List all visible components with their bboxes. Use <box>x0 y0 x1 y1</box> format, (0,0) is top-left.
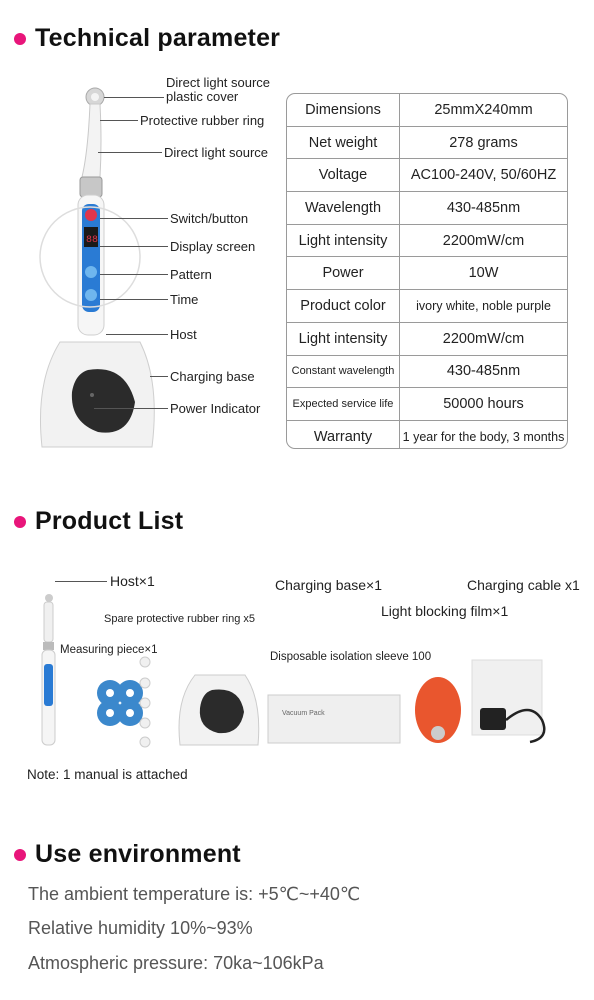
label-charging-cable: Charging cable x1 <box>467 577 580 593</box>
time-button-icon <box>85 289 97 301</box>
leader-line <box>55 581 107 582</box>
section-title: Technical parameter <box>35 24 281 52</box>
table-row <box>287 421 567 449</box>
param-key: Warranty <box>287 421 400 449</box>
label-sleeve-pack: Vacuum Pack <box>282 710 325 717</box>
callout-display: Display screen <box>170 239 256 254</box>
param-value: AC100-240V, 50/60HZ <box>410 167 557 184</box>
param-value: 430-485nm <box>446 363 521 380</box>
param-key: Power <box>287 257 400 289</box>
rubber-ring-icon <box>140 657 150 747</box>
param-key: Constant wavelength <box>287 356 400 388</box>
param-value: 2200mW/cm <box>442 330 525 347</box>
mode-button-icon <box>85 266 97 278</box>
table-row <box>287 388 567 421</box>
table-row <box>287 94 567 127</box>
section-title: Use environment <box>35 840 241 868</box>
label-measuring: Measuring piece×1 <box>60 644 158 656</box>
table-row <box>287 159 567 192</box>
env-temperature: The ambient temperature is: +5℃~+40℃ <box>28 884 361 904</box>
film-hinge <box>431 726 445 740</box>
host-neck <box>44 602 53 642</box>
param-value: 50000 hours <box>443 396 524 413</box>
callout-time: Time <box>170 292 199 307</box>
leader-line <box>100 218 168 219</box>
leader-line <box>100 246 168 247</box>
table-row <box>287 127 567 160</box>
param-key: Expected service life <box>287 388 400 420</box>
leader-line <box>106 334 168 335</box>
leader-line <box>150 376 168 377</box>
param-key: Net weight <box>287 127 400 159</box>
callout-pattern: Pattern <box>170 267 212 282</box>
label-host: Host×1 <box>110 573 155 589</box>
callout-charging-base: Charging base <box>170 369 255 384</box>
param-value: 2200mW/cm <box>442 232 525 249</box>
table-row <box>287 192 567 225</box>
env-pressure: Atmospheric pressure: 70ka~106kPa <box>28 953 324 973</box>
power-adapter-icon <box>480 708 506 730</box>
power-button-icon <box>85 209 97 221</box>
section-title: Product List <box>35 507 184 535</box>
label-spare-ring: Spare protective rubber ring x5 <box>104 613 256 625</box>
label-charging-base: Charging base×1 <box>275 577 383 593</box>
callout-rubber-ring: Protective rubber ring <box>140 113 265 128</box>
power-indicator-light <box>90 393 94 397</box>
leader-line <box>98 152 162 153</box>
section-product-list <box>14 507 183 536</box>
table-row <box>287 323 567 356</box>
param-key: Dimensions <box>287 94 400 126</box>
label-light-film: Light blocking film×1 <box>381 603 509 619</box>
section-technical <box>14 24 280 53</box>
neck <box>82 104 101 177</box>
leader-line <box>94 408 168 409</box>
bullet-dot <box>14 516 26 528</box>
light-tip-lens <box>91 93 99 101</box>
product-note: Note: 1 manual is attached <box>27 767 188 782</box>
parameter-table <box>286 93 568 449</box>
host-panel <box>44 664 53 706</box>
bullet-dot <box>14 33 26 45</box>
param-key: Wavelength <box>287 192 400 224</box>
param-key: Product color <box>287 290 400 322</box>
svg-text:88: 88 <box>86 235 99 246</box>
table-row <box>287 257 567 290</box>
leader-line <box>100 120 138 121</box>
callout-power-indicator: Power Indicator <box>170 401 261 416</box>
section-environment <box>14 840 241 869</box>
callout-light-source: Direct light source <box>164 145 269 160</box>
param-key: Voltage <box>287 159 400 191</box>
host-band <box>43 642 54 650</box>
sleeve-pack-icon <box>268 695 400 743</box>
host-tip <box>45 594 53 602</box>
table-row <box>287 225 567 258</box>
callout-host: Host <box>170 327 197 342</box>
bullet-dot <box>14 849 26 861</box>
leader-line <box>100 274 168 275</box>
leader-line <box>104 97 164 98</box>
param-value: 430-485nm <box>446 199 521 216</box>
env-humidity: Relative humidity 10%~93% <box>28 918 253 938</box>
param-key: Light intensity <box>287 323 400 355</box>
param-value: ivory white, noble purple <box>416 298 551 313</box>
param-value: 25mmX240mm <box>434 101 533 118</box>
param-value: 278 grams <box>449 134 518 151</box>
callout-cover-line2: plastic cover <box>166 89 239 104</box>
metal-band <box>80 177 102 197</box>
label-sleeve: Disposable isolation sleeve 100 <box>270 651 432 663</box>
param-value: 10W <box>468 265 499 282</box>
param-key: Light intensity <box>287 225 400 257</box>
table-row <box>287 356 567 389</box>
measuring-piece-icon <box>97 680 143 726</box>
curing-light-illustration <box>30 82 170 457</box>
leader-line <box>100 299 168 300</box>
table-row <box>287 290 567 323</box>
callout-switch: Switch/button <box>170 211 249 226</box>
callout-cover-line1: Direct light source <box>166 75 271 90</box>
param-value: 1 year for the body, 3 months <box>402 430 565 445</box>
